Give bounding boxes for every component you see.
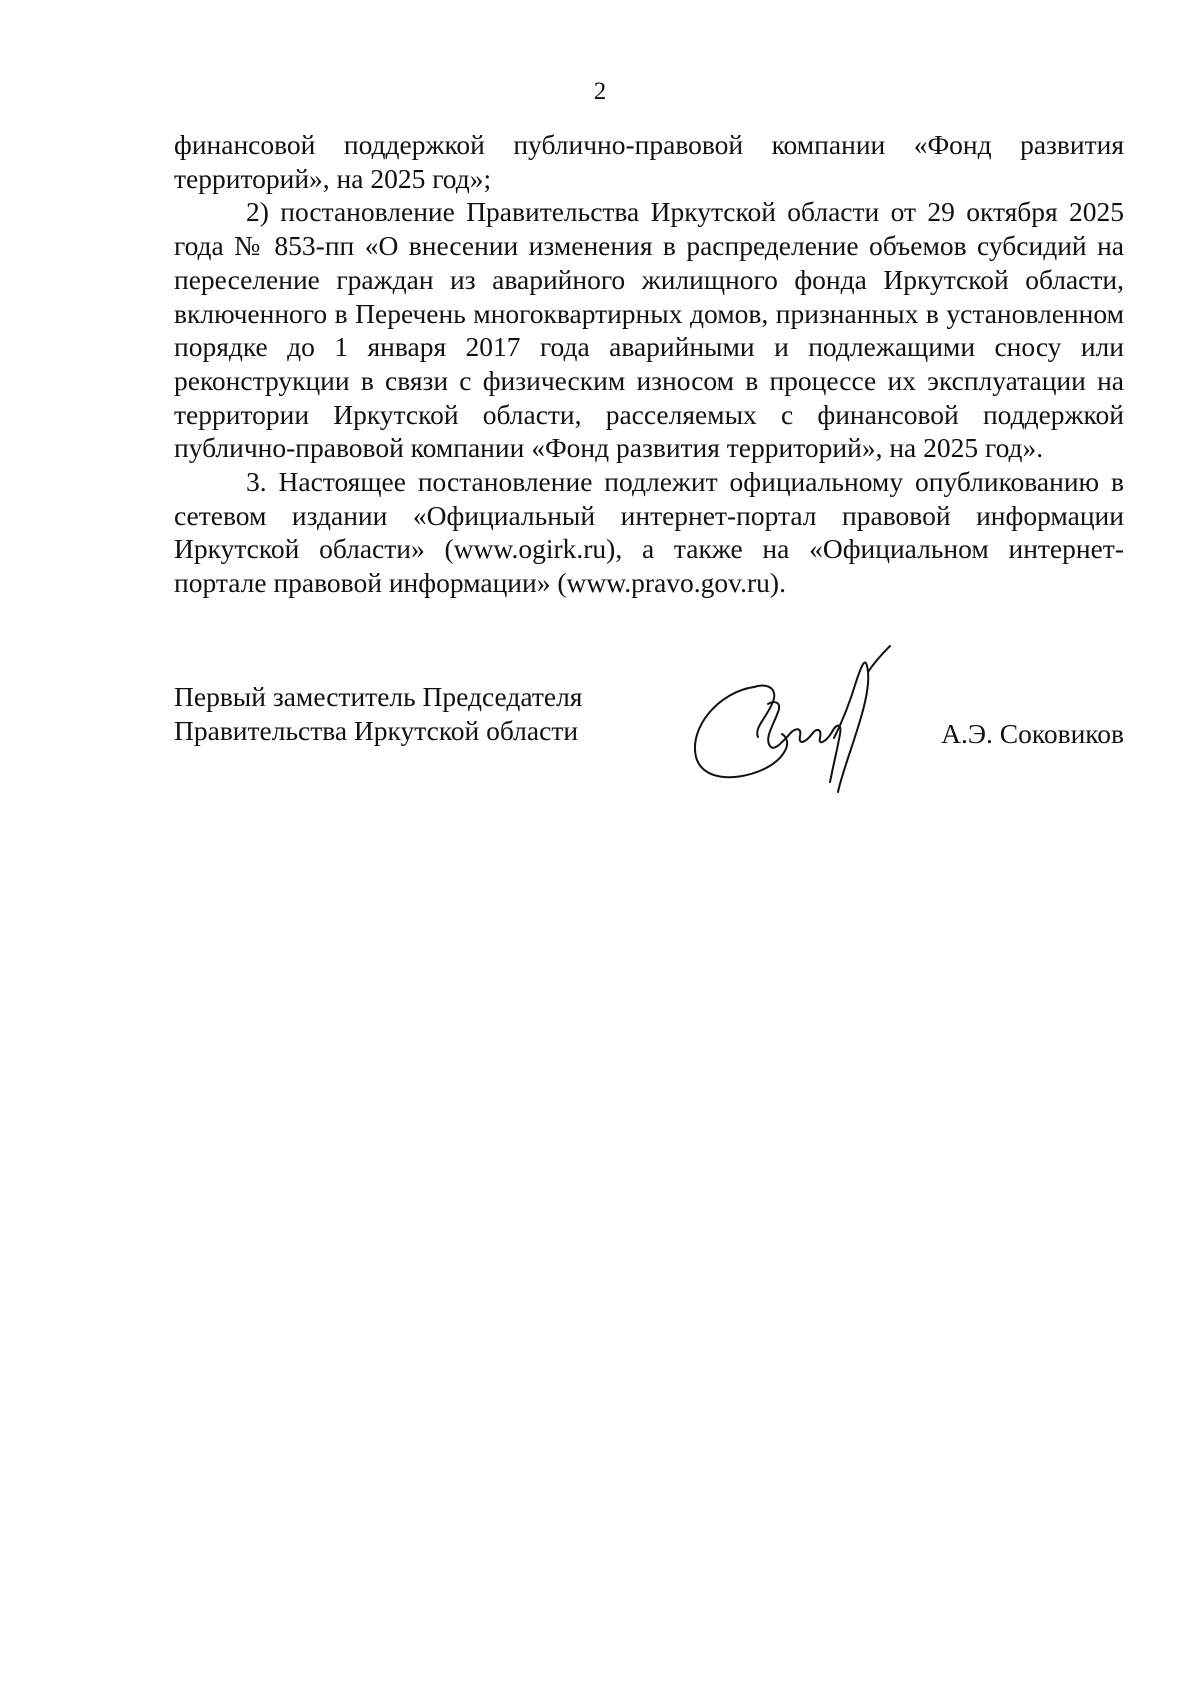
paragraph-item-2: 2) постановление Правительства Иркутской области от 29 октября 2025 года № 853-пп «О внесении изменения в распределение объемов субсидий на переселение граждан из аварийного жилищного фонда Иркутской области, включенного в Перечень многоквартирных домов, признанных в установленном порядке до 1 января 2017 года аварийными и подлежащими сносу или реконструкции в связи с физическим износом в процессе их эксплуатации на территории Иркутской области, расселяемых с финансовой поддержкой публично-правовой компании «Фонд развития территорий», на 2025 год». bbox=[174, 196, 1124, 464]
document-body bbox=[174, 128, 1124, 600]
signatory-position-line-1: Первый заместитель Председателя bbox=[174, 681, 583, 712]
paragraph-item-3: 3. Настоящее постановление подлежит официальному опубликованию в сетевом издании «Официальный интернет-портал правовой информации Иркутской области» (www.ogirk.ru), а также на «Официальном интернет-портале правовой информации» (www.pravo.gov.ru). bbox=[174, 466, 1124, 599]
signatory-position bbox=[174, 680, 582, 747]
page-number: 2 bbox=[593, 78, 607, 105]
paragraph-continuation: финансовой поддержкой публично-правовой компании «Фонд развития территорий», на 2025 год»; bbox=[174, 129, 1124, 194]
handwritten-signature bbox=[684, 642, 914, 802]
signatory-name: А.Э. Соковиков bbox=[941, 718, 1124, 749]
signature-block bbox=[174, 680, 1124, 790]
signatory-position-line-2: Правительства Иркутской области bbox=[174, 714, 579, 746]
